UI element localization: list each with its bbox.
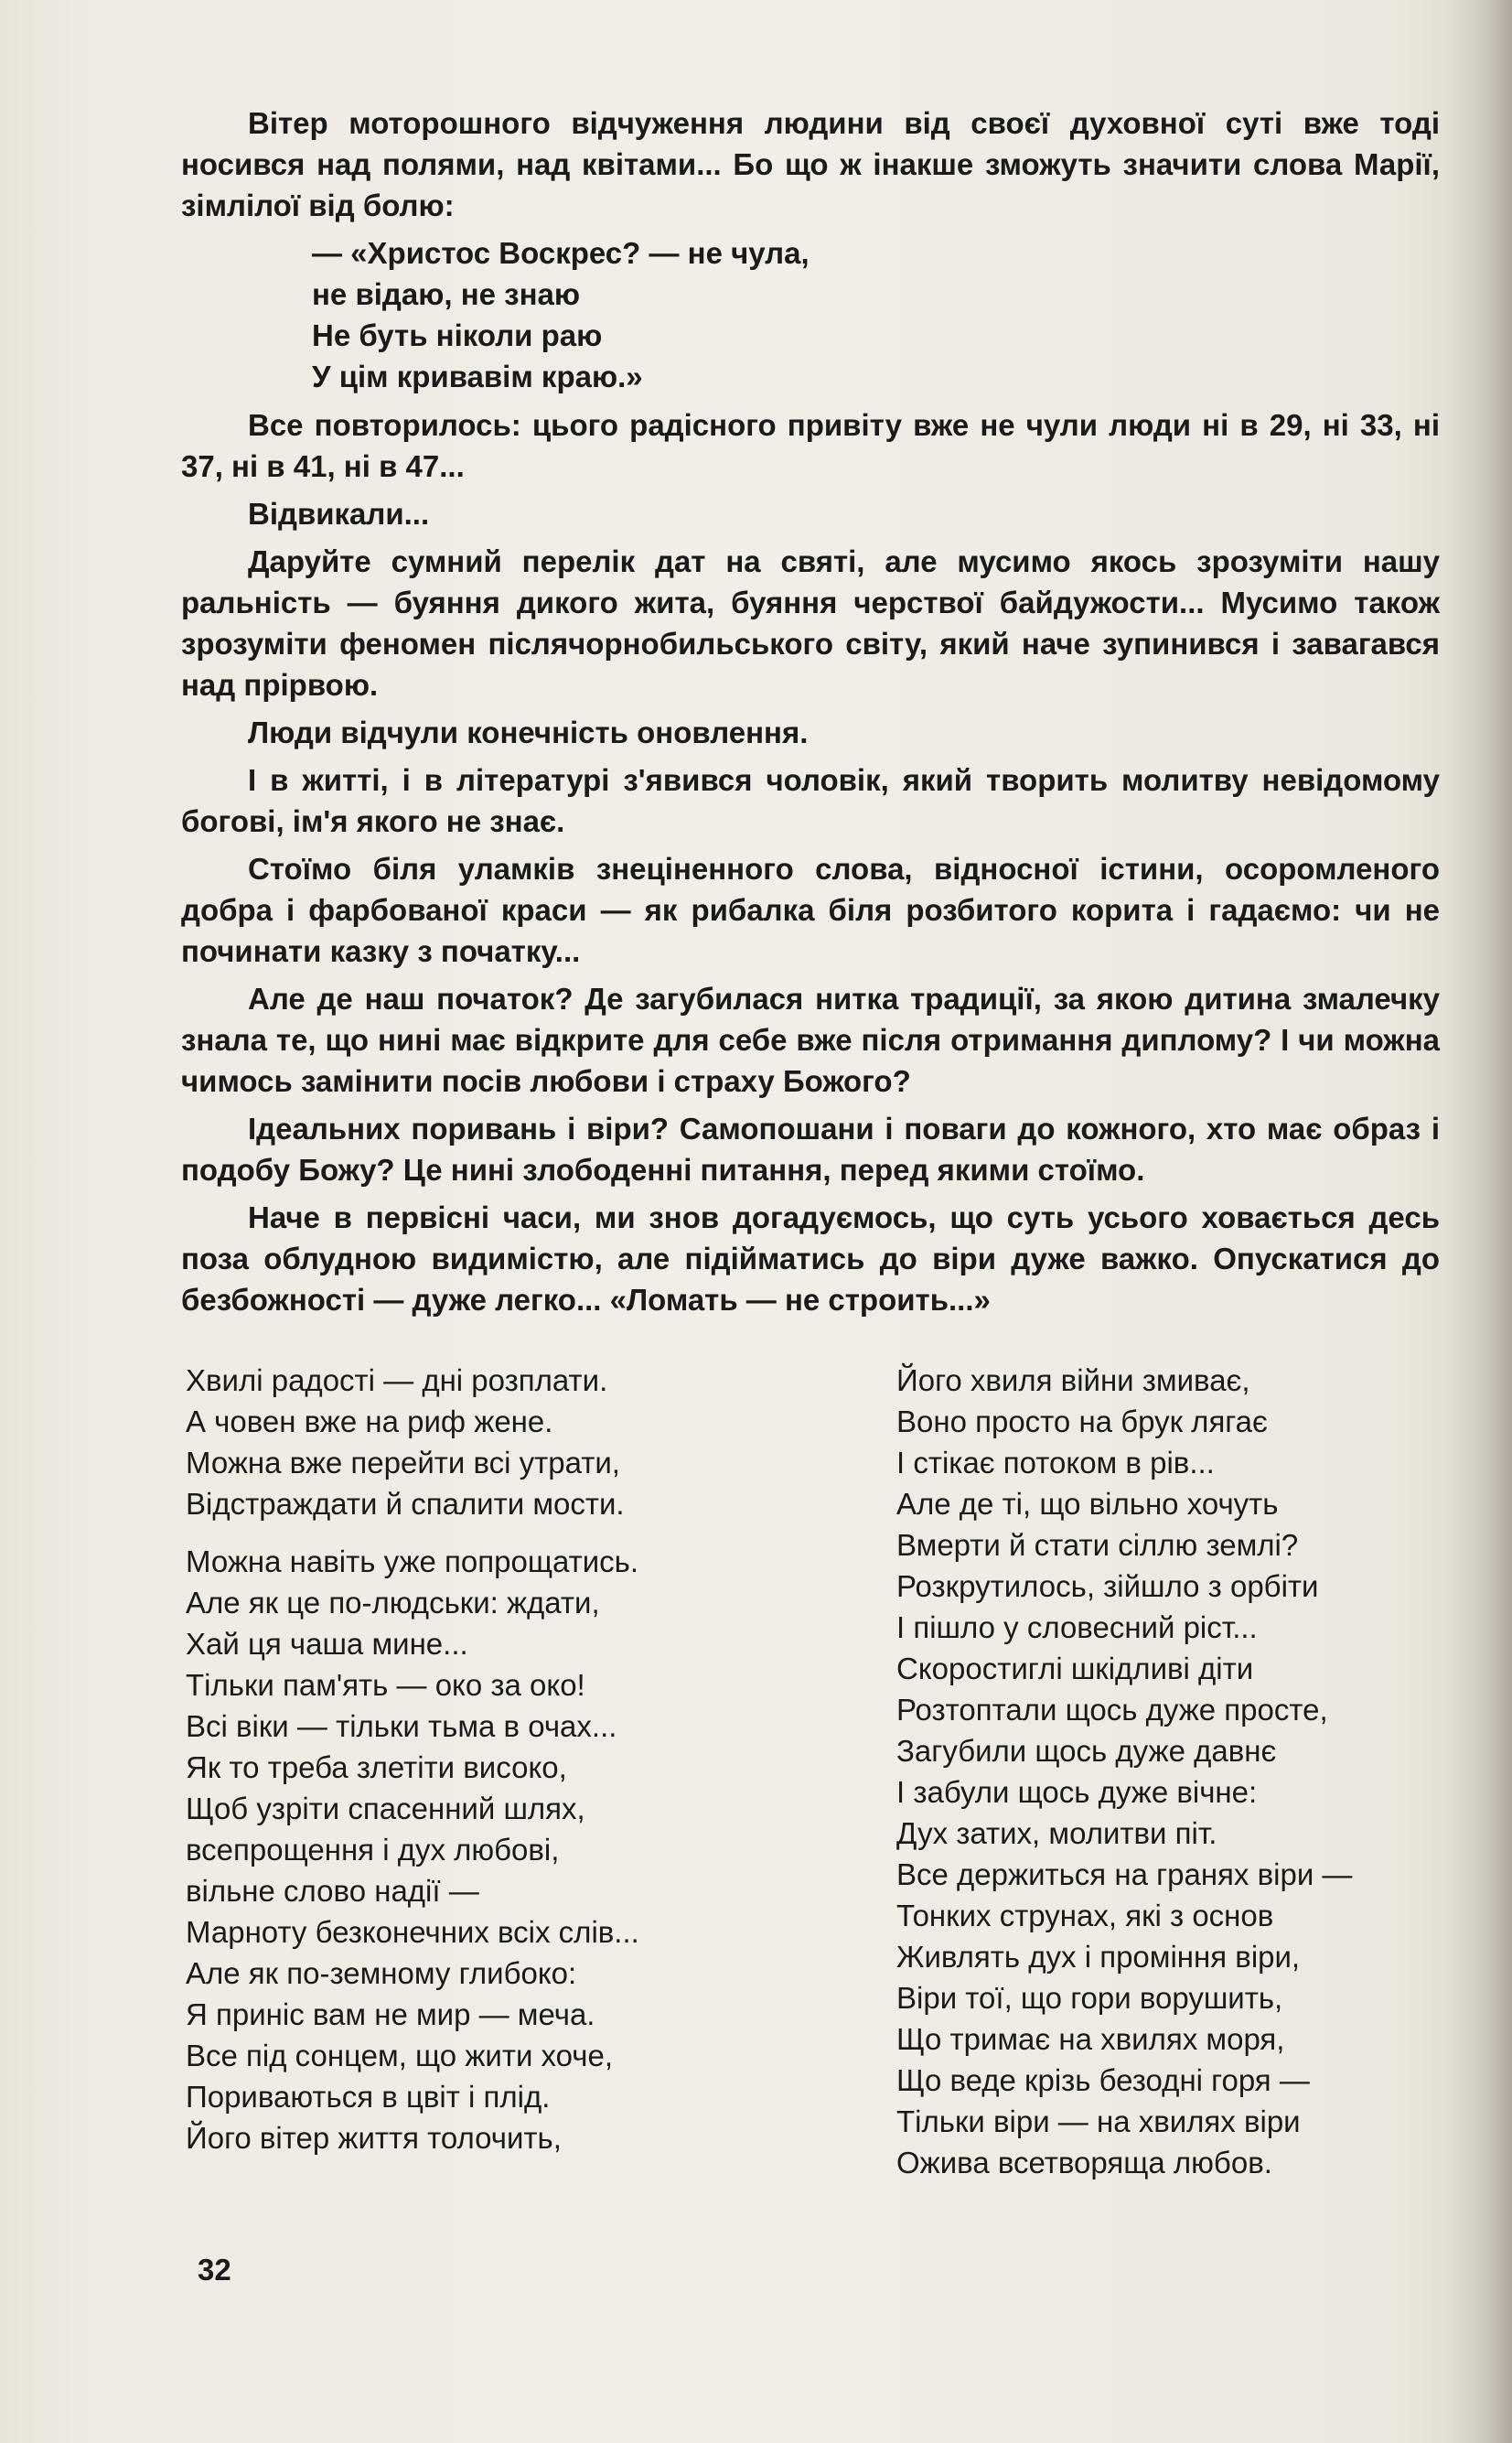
poem-line: Хвилі радості — дні розплати. (186, 1363, 608, 1397)
paragraph: Відвикали... (248, 497, 430, 531)
poem-line: Всі віки — тільки тьма в очах... (186, 1709, 617, 1743)
prose-block (181, 102, 1440, 1327)
poem-line: Як то треба злетіти високо, (186, 1750, 567, 1784)
paragraph: Все повторилось: цього радісного привіту вже не чули люди ні в 29, ні 33, ні 37, ні в 41, ні в 47... (181, 408, 1440, 483)
paragraph: Стоїмо біля уламків знеціненного слова, відносної істини, осоромленого добра і фарбованої краси — як рибалка біля розбитого корита і гадаємо: чи не починати казку з початку... (181, 852, 1440, 968)
poem-right-column (896, 1360, 1445, 2200)
poem-line: І стікає потоком в рів... (896, 1446, 1215, 1480)
poem-line: вільне слово надії — (186, 1874, 479, 1908)
quote-line: Не буть ніколи раю (312, 318, 603, 352)
poem-line: Віри тої, що гори ворушить, (896, 1981, 1283, 2015)
paragraph: Наче в первісні часи, ми знов догадуємось, що суть усього ховається десь поза облудною видимістю, але підійматись до віри дуже важко. Опускатися до безбожності — дуже легко... «Ломать — не строить...» (181, 1200, 1440, 1317)
paragraph: Але де наш початок? Де загубилася нитка традиції, за якою дитина змалечку знала те, що нині має відкрите для себе вже після отримання диплому? І чи можна чимось замінити посів любови і страху Божого? (181, 982, 1440, 1098)
poem-line: Я приніс вам не мир — меча. (186, 1997, 595, 2031)
stanza (186, 1541, 698, 2158)
poem-line: Загубили щось дуже давнє (896, 1734, 1277, 1768)
poem-line: Відстраждати й спалити мости. (186, 1487, 625, 1521)
poem-line: Вмерти й стати сіллю землі? (896, 1528, 1299, 1562)
poem-line: А човен вже на риф жене. (186, 1404, 553, 1438)
paragraph: І в житті, і в літературі з'явився чоловік, який творить молитву невідомому богові, ім'я якого не знає. (181, 763, 1440, 838)
poem-line: Ожива всетворяща любов. (896, 2146, 1272, 2179)
poem-line: Дух затих, молитви піт. (896, 1816, 1217, 1850)
poem-line: Тільки віри — на хвилях віри (896, 2104, 1301, 2138)
page-edge-shadow (1448, 0, 1512, 2443)
poem-line: Можна вже перейти всі утрати, (186, 1446, 620, 1480)
poem-line: Розкрутилось, зійшло з орбіти (896, 1569, 1319, 1603)
poem-line: І пішло у словесний ріст... (896, 1610, 1258, 1644)
poem-line: І забули щось дуже вічне: (896, 1775, 1258, 1809)
quote-line: — «Христос Воскрес? — не чула, (312, 236, 810, 270)
poem-line: Тільки пам'ять — око за око! (186, 1668, 585, 1702)
poem-line: Що тримає на хвилях моря, (896, 2022, 1285, 2056)
poem-line: Марноту безконечних всіх слів... (186, 1915, 639, 1949)
quote-line: не відаю, не знаю (312, 277, 581, 311)
paragraph: Ідеальних поривань і віри? Самопошани і поваги до кожного, хто має образ і подобу Божу? Це нині злободенні питання, перед якими стоїмо. (181, 1112, 1440, 1187)
poem-line: Щоб узріти спасенний шлях, (186, 1792, 585, 1825)
stanza (896, 1360, 1445, 2183)
poem-line: Але як це по-людськи: ждати, (186, 1586, 600, 1620)
poem-line: Його хвиля війни змиває, (896, 1363, 1250, 1397)
paragraph: Вітер моторошного відчуження людини від своєї духовної суті вже тоді носився над полями, над квітами... Бо що ж інакше зможуть значити слова Марії, зімлілої від болю: (181, 106, 1440, 222)
poem-line: Його вітер життя толочить, (186, 2121, 562, 2155)
poem-line: Розтоптали щось дуже просте, (896, 1693, 1328, 1727)
poem-line: Але де ті, що вільно хочуть (896, 1487, 1279, 1521)
poem-line: Пориваються в цвіт і плід. (186, 2080, 551, 2114)
poem-line: Але як по-земному глибоко: (186, 1956, 577, 1990)
poem-line: Воно просто на брук лягає (896, 1404, 1268, 1438)
quote-line: У цім кривавім краю.» (312, 360, 643, 393)
page-number: 32 (198, 2253, 231, 2287)
paragraph: Люди відчули конечність оновлення. (248, 716, 809, 749)
poem-left-column (186, 1360, 698, 2175)
stanza (186, 1360, 698, 1524)
poem-line: Все держиться на гранях віри — (896, 1857, 1353, 1891)
paragraph: Даруйте сумний перелік дат на святі, але мусимо якось зрозуміти нашу ральність — буяння дикого жита, буяння черствої байдужости... Мусимо також зрозуміти феномен післячорнобильського світу, який наче зупинився і завагався над прірвою. (181, 544, 1440, 702)
poem-line: всепрощення і дух любові, (186, 1833, 560, 1867)
poem-line: Що веде крізь безодні горя — (896, 2063, 1310, 2097)
poem-line: Можна навіть уже попрощатись. (186, 1544, 639, 1578)
poem-line: Хай ця чаша мине... (186, 1627, 468, 1661)
quoted-verse (312, 232, 1440, 397)
poem-line: Скоростиглі шкідливі діти (896, 1652, 1254, 1685)
poem-line: Все під сонцем, що жити хоче, (186, 2039, 614, 2072)
poem-line: Живлять дух і проміння віри, (896, 1940, 1301, 1974)
poem-line: Тонких струнах, які з основ (896, 1899, 1274, 1932)
